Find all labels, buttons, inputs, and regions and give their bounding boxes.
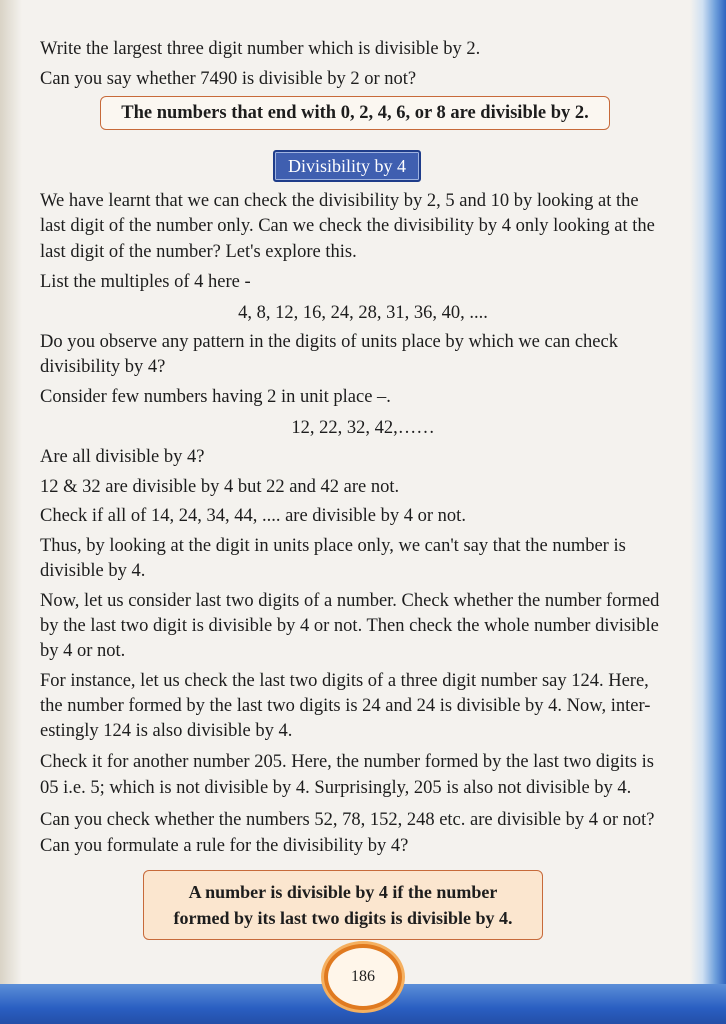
example-numbers: 12, 22, 32, 42,……: [291, 418, 435, 438]
paragraph-line: divisibility by 4?: [40, 357, 166, 377]
paragraph-line: List the multiples of 4 here -: [40, 272, 251, 292]
paragraph-line: last digit of the number? Let's explore this.: [40, 242, 357, 262]
paragraph-line: divisible by 4.: [40, 561, 146, 581]
section-heading: Divisibility by 4: [273, 150, 421, 182]
paragraph-line: estingly 124 is also divisible by 4.: [40, 721, 293, 741]
paragraph-line: Are all divisible by 4?: [40, 447, 205, 467]
paragraph-line: Check it for another number 205. Here, the number formed by the last two digits is: [40, 752, 654, 772]
paragraph-line: 05 i.e. 5; which is not divisible by 4. Surprisingly, 205 is also not divisible by 4.: [40, 778, 632, 798]
question-line: Can you say whether 7490 is divisible by 2 or not?: [40, 69, 417, 89]
paragraph-line: Consider few numbers having 2 in unit place –.: [40, 387, 391, 407]
rule-line: A number is divisible by 4 if the number: [188, 882, 498, 902]
page-number-badge: 186: [324, 944, 402, 1010]
paragraph-line: by the last two digit is divisible by 4 or not. Then check the whole number divisible: [40, 616, 659, 636]
paragraph-line: Can you formulate a rule for the divisibility by 4?: [40, 836, 409, 856]
paragraph-line: Now, let us consider last two digits of a number. Check whether the number formed: [40, 591, 660, 611]
divisibility-by-2-rule-box: The numbers that end with 0, 2, 4, 6, or 8 are divisible by 2.: [100, 96, 610, 130]
paragraph-line: by 4 or not.: [40, 641, 126, 661]
rule-line: formed by its last two digits is divisible by 4.: [173, 908, 513, 928]
paragraph-line: Do you observe any pattern in the digits of units place by which we can check: [40, 332, 618, 352]
paragraph-line: For instance, let us check the last two digits of a three digit number say 124. Here,: [40, 671, 649, 691]
paragraph-line: last digit of the number only. Can we check the divisibility by 4 only looking at the: [40, 216, 655, 236]
paragraph-line: We have learnt that we can check the divisibility by 2, 5 and 10 by looking at the: [40, 191, 639, 211]
question-line: Write the largest three digit number which is divisible by 2.: [40, 39, 481, 59]
paragraph-line: 12 & 32 are divisible by 4 but 22 and 42 are not.: [40, 477, 400, 497]
paragraph-line: the number formed by the last two digits is 24 and 24 is divisible by 4. Now, inter-: [40, 696, 651, 716]
multiples-list: 4, 8, 12, 16, 24, 28, 31, 36, 40, ....: [238, 303, 488, 323]
paragraph-line: Thus, by looking at the digit in units place only, we can't say that the number is: [40, 536, 626, 556]
paragraph-line: Can you check whether the numbers 52, 78, 152, 248 etc. are divisible by 4 or not?: [40, 810, 655, 830]
divisibility-by-4-rule-box: [143, 870, 543, 940]
paragraph-line: Check if all of 14, 24, 34, 44, .... are divisible by 4 or not.: [40, 506, 466, 526]
